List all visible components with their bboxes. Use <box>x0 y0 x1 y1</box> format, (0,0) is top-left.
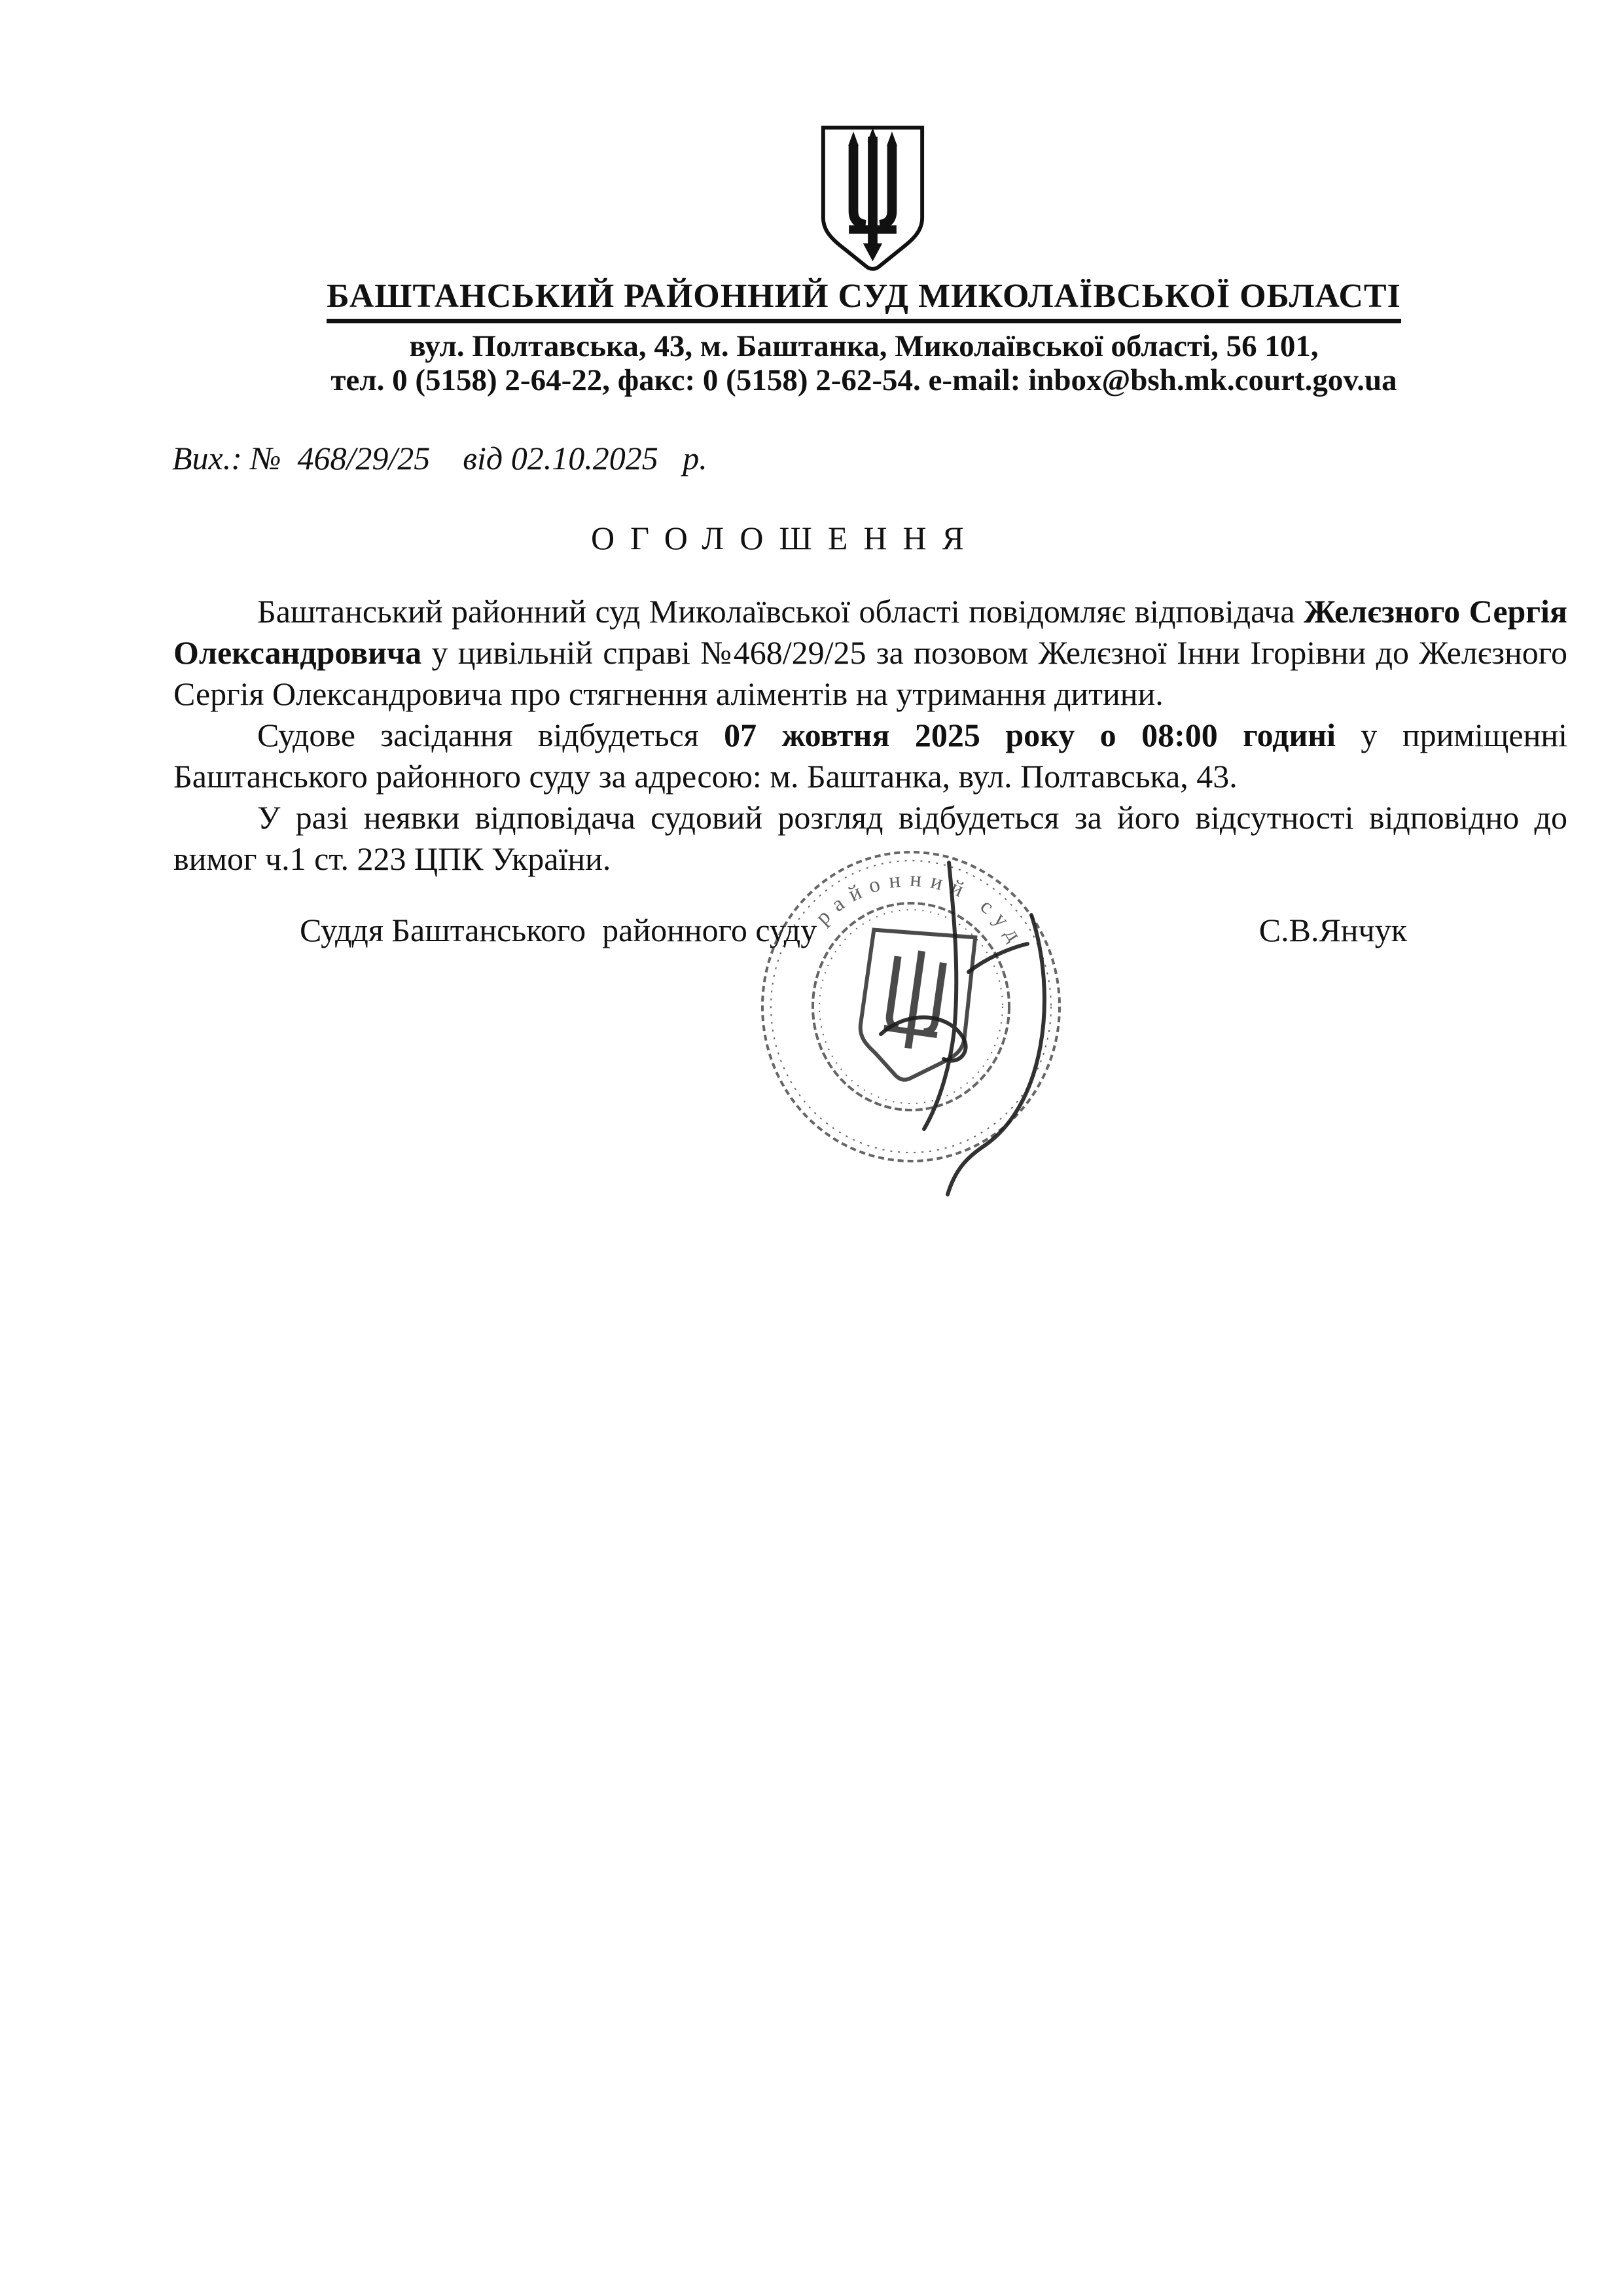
court-address: вул. Полтавська, 43, м. Баштанка, Миколаївської області, 56 101, <box>409 329 1319 363</box>
announcement-title: ОГОЛОШЕННЯ <box>591 520 980 556</box>
case-info-lead: Баштанський районний суд Миколаївської області повідомляє відповідача <box>257 593 1304 630</box>
hearing-lead: Судове засідання відбудеться <box>257 717 724 753</box>
paragraph-hearing-info <box>173 715 1567 797</box>
trident-icon <box>848 128 897 261</box>
paragraph-absence-warning: У разі неявки відповідача судовий розгляд відбудеться за його відсутності відповідно до вимог ч.1 ст. 223 ЦПК України. <box>173 799 1567 877</box>
coat-of-arms-icon <box>818 121 927 278</box>
seal-text-fragment: районний суд <box>811 867 1031 953</box>
court-name-title: БАШТАНСЬКИЙ РАЙОННИЙ СУД МИКОЛАЇВСЬКОЇ ОБЛАСТІ <box>327 278 1401 323</box>
court-contact: тел. 0 (5158) 2-64-22, факс: 0 (5158) 2-62-54. e-mail: inbox@bsh.mk.court.gov.ua <box>330 363 1397 397</box>
judge-name: С.В.Янчук <box>1258 912 1407 948</box>
paragraph-case-info <box>173 591 1567 715</box>
hearing-datetime-bold: 07 жовтня 2025 року о 08:00 годині <box>724 717 1336 753</box>
defendant-name-bold: Желєзного Сергія Олександровича <box>173 593 1567 671</box>
hearing-rest: у приміщенні Баштанського районного суду за адресою: м. Баштанка, вул. Полтавська, 43. <box>173 717 1567 795</box>
letterhead <box>105 278 1623 397</box>
announcement-body <box>173 591 1567 880</box>
court-seal-stamp <box>753 838 1073 1211</box>
seal-trident-shield <box>854 924 979 1088</box>
judge-role-label: Суддя Баштанського районного суду <box>300 912 817 948</box>
case-info-rest: у цивільній справі №468/29/25 за позовом Желєзної Інни Ігорівни до Желєзного Сергія Олександровича про стягнення аліментів на утримання дитини. <box>173 634 1567 712</box>
reference-number-line: Вих.: № 468/29/25 від 02.10.2025 р. <box>172 440 707 476</box>
